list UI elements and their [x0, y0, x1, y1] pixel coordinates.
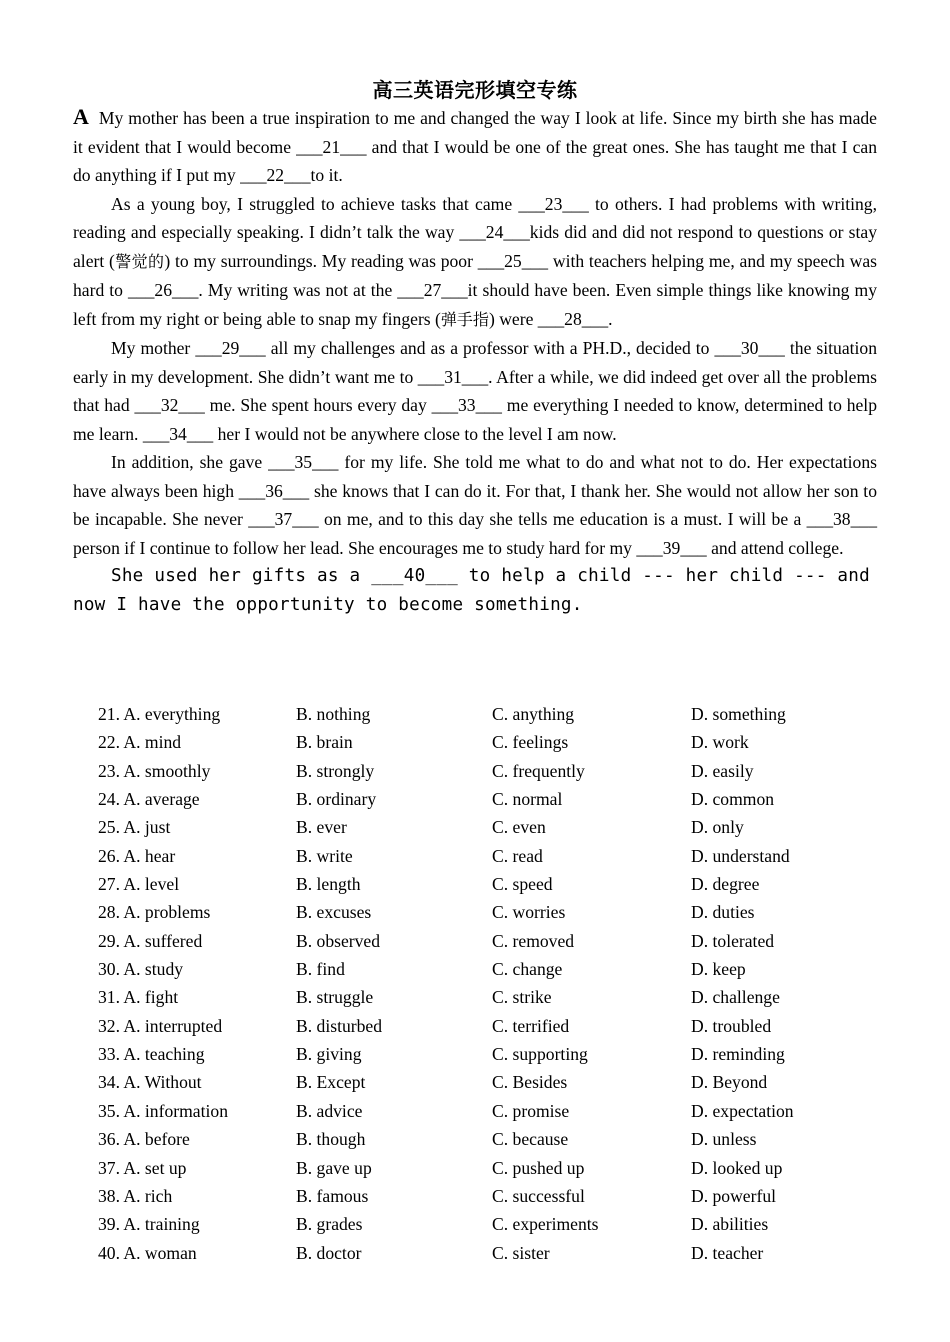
option-row — [98, 1210, 898, 1238]
option-choice-b: B. giving — [296, 1044, 362, 1065]
page-title: 高三英语完形填空专练 — [372, 78, 578, 102]
option-choice-b: B. ever — [296, 817, 347, 838]
option-choice-a: 36. A. before — [98, 1129, 190, 1150]
option-choice-d: D. Beyond — [691, 1072, 768, 1093]
option-choice-c: C. change — [492, 959, 563, 980]
option-choice-b: B. advice — [296, 1100, 363, 1121]
option-row — [98, 1182, 898, 1210]
option-choice-d: D. unless — [691, 1129, 757, 1150]
option-choice-d: D. powerful — [691, 1185, 777, 1206]
option-choice-d: D. something — [691, 704, 786, 724]
option-choice-a: 27. A. level — [98, 874, 180, 895]
option-choice-a: 37. A. set up — [98, 1157, 187, 1178]
option-choice-c: C. worries — [492, 902, 566, 923]
option-row — [98, 1154, 898, 1182]
option-choice-d: D. degree — [691, 874, 760, 895]
option-choice-d: D. work — [691, 732, 749, 753]
option-choice-a: 23. A. smoothly — [98, 760, 211, 781]
option-choice-b: B. excuses — [296, 902, 372, 923]
option-choice-d: D. easily — [691, 760, 754, 781]
option-choice-a: 22. A. mind — [98, 732, 182, 753]
option-choice-b: B. nothing — [296, 704, 371, 724]
option-choice-c: C. terrified — [492, 1015, 570, 1036]
option-choice-d: D. reminding — [691, 1044, 785, 1065]
option-row — [98, 983, 898, 1011]
option-choice-b: B. write — [296, 845, 353, 866]
option-row — [98, 1097, 898, 1125]
option-choice-a: 32. A. interrupted — [98, 1015, 223, 1036]
option-choice-b: B. find — [296, 959, 345, 980]
option-row — [98, 813, 898, 841]
option-choice-a: 31. A. fight — [98, 987, 179, 1008]
option-choice-a: 24. A. average — [98, 789, 200, 810]
option-choice-a: 33. A. teaching — [98, 1044, 205, 1065]
option-choice-c: C. promise — [492, 1100, 570, 1121]
option-row — [98, 870, 898, 898]
option-choice-a: 30. A. study — [98, 959, 184, 980]
option-choice-b: B. Except — [296, 1072, 366, 1093]
option-choice-c: C. strike — [492, 987, 552, 1008]
paragraph-5: She used her gifts as a ___40___ to help a child --- her child --- and now I have the opportunity to become something. — [73, 566, 870, 615]
section-label: A — [73, 104, 89, 129]
option-choice-b: B. ordinary — [296, 789, 377, 810]
option-choice-a: 28. A. problems — [98, 902, 211, 923]
option-choice-d: D. understand — [691, 845, 790, 866]
option-choice-a: 25. A. just — [98, 817, 171, 838]
option-choice-a: 35. A. information — [98, 1100, 228, 1121]
option-choice-b: B. doctor — [296, 1242, 362, 1263]
option-choice-d: D. teacher — [691, 1242, 764, 1263]
option-choice-c: C. feelings — [492, 732, 569, 753]
option-choice-d: D. troubled — [691, 1015, 772, 1036]
option-row — [98, 1068, 898, 1096]
option-choice-c: C. read — [492, 845, 543, 866]
option-row — [98, 1040, 898, 1068]
paragraph-1 — [73, 103, 877, 190]
option-choice-d: D. duties — [691, 902, 755, 923]
option-choice-a: 34. A. Without — [98, 1072, 202, 1093]
option-choice-c: C. anything — [492, 704, 575, 724]
option-choice-c: C. normal — [492, 789, 563, 810]
option-choice-d: D. common — [691, 789, 775, 810]
option-choice-c: C. supporting — [492, 1044, 588, 1065]
option-row — [98, 1125, 898, 1153]
option-choice-c: C. removed — [492, 930, 575, 951]
chinese-gloss-snap: 弹手指 — [440, 309, 489, 329]
option-choice-a: 29. A. suffered — [98, 930, 203, 951]
option-choice-a: 26. A. hear — [98, 845, 176, 866]
option-row — [98, 898, 898, 926]
option-choice-d: D. tolerated — [691, 930, 775, 951]
option-choice-d: D. looked up — [691, 1157, 783, 1178]
option-choice-d: D. only — [691, 817, 744, 838]
paragraph-3: My mother ___29___ all my challenges and as a professor with a PH.D., decided to ___30___ the situation early in my development. She didn’t want me to ___31___. After a while, we did indeed get over all the problems that had ___32___ me. She spent hours every day ___33___ me everything I needed to know, determined to help me learn. ___34___ her I would not be anywhere close to the level I am now. — [73, 338, 877, 444]
option-choice-b: B. brain — [296, 732, 353, 753]
option-choice-c: C. because — [492, 1129, 569, 1150]
option-choice-c: C. successful — [492, 1185, 585, 1206]
option-row — [98, 728, 898, 756]
option-choice-c: C. sister — [492, 1242, 550, 1263]
option-choice-a: 21. A. everything — [98, 704, 221, 724]
option-choice-d: D. challenge — [691, 987, 780, 1008]
option-row — [98, 785, 898, 813]
paragraph-4: In addition, she gave ___35___ for my life. She told me what to do and what not to do. Her expectations have always been high ___36___ she knows that I can do it. For that, I thank her. She would not allow her son to be incapable. She never ___37___ on me, and to this day she tells me education is a must. I will be a ___38___ person if I continue to follow her lead. She encourages me to study hard for my ___39___ and attend college. — [73, 452, 877, 558]
option-row — [98, 927, 898, 955]
option-choice-b: B. grades — [296, 1214, 363, 1235]
chinese-gloss-alert: 警觉的 — [114, 251, 165, 271]
option-choice-a: 38. A. rich — [98, 1185, 173, 1206]
option-choice-c: C. even — [492, 817, 546, 838]
cloze-passage — [73, 103, 877, 619]
paragraph-2 — [73, 190, 877, 335]
option-row — [98, 842, 898, 870]
option-choice-c: C. Besides — [492, 1072, 568, 1093]
option-row — [98, 757, 898, 785]
option-choice-b: B. length — [296, 874, 361, 895]
option-choice-d: D. abilities — [691, 1214, 769, 1235]
option-choice-a: 40. A. woman — [98, 1242, 197, 1263]
option-choice-b: B. strongly — [296, 760, 375, 781]
option-choice-b: B. though — [296, 1129, 366, 1150]
option-row — [98, 955, 898, 983]
paragraph-2-text-a: As a young boy, I struggled to achieve tasks that came ___23___ to others. I had problems with writing, reading and especially speaking. I didn’t talk the way ___24___kids did and did not respond to questions or stay alert ( — [73, 193, 877, 271]
option-row — [98, 1012, 898, 1040]
answer-options — [98, 700, 898, 1267]
option-choice-a: 39. A. training — [98, 1214, 200, 1235]
option-choice-b: B. observed — [296, 930, 381, 951]
paragraph-2-text-b: ) to my surroundings. My reading was poor ___25___ with teachers helping me, and my speech was hard to ___26___. My writing was not at the ___27___it should have been. Even simple things like knowing my left from my right or being able to snap my fingers ( — [73, 250, 877, 329]
option-choice-b: B. struggle — [296, 987, 374, 1008]
option-choice-c: C. speed — [492, 874, 553, 895]
option-row — [98, 700, 898, 728]
option-choice-c: C. experiments — [492, 1214, 599, 1235]
option-choice-c: C. pushed up — [492, 1157, 585, 1178]
option-choice-d: D. keep — [691, 959, 746, 980]
option-choice-b: B. disturbed — [296, 1015, 383, 1036]
option-choice-b: B. gave up — [296, 1157, 372, 1178]
option-choice-d: D. expectation — [691, 1100, 794, 1121]
paragraph-2-text-c: ) were ___28___. — [488, 308, 613, 329]
option-row — [98, 1239, 898, 1267]
option-choice-c: C. frequently — [492, 760, 585, 781]
option-choice-b: B. famous — [296, 1185, 369, 1206]
paragraph-1-text: My mother has been a true inspiration to me and changed the way I look at life. Since my birth she has made it evident that I would become ___21___ and that I would be one of the great ones. She has taught me that I can do anything if I put my ___22___to it. — [73, 108, 877, 185]
